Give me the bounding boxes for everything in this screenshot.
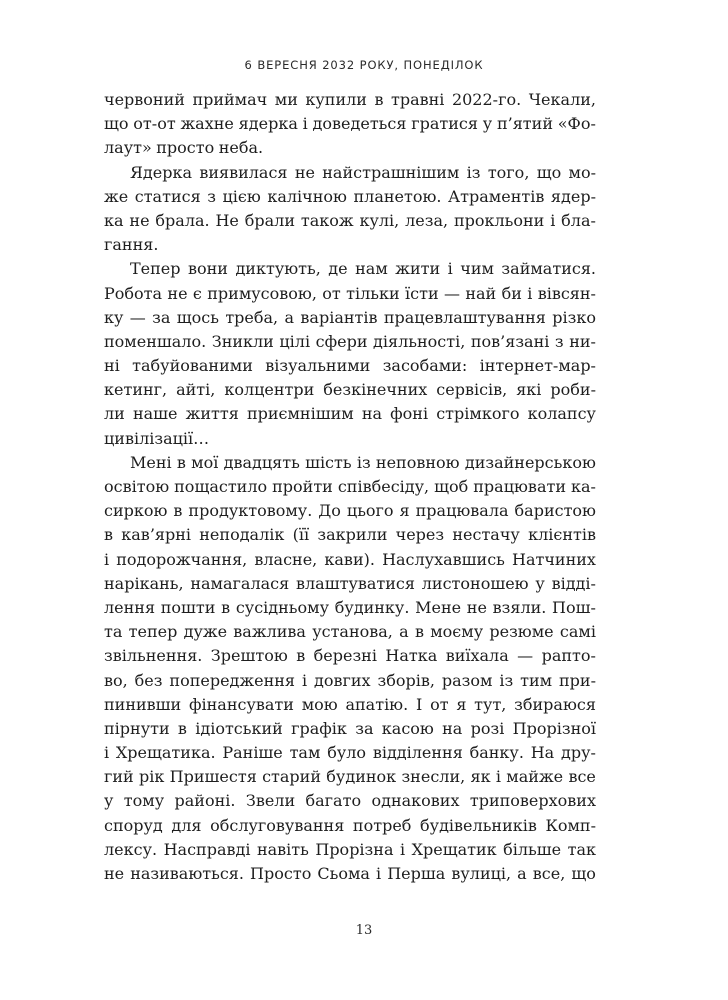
text-line: нарікань, намагалася влаштуватися листоношею у відді- bbox=[104, 573, 596, 593]
text-line: в кав’ярні неподалік (її закрили через нестачу клієнтів bbox=[104, 525, 596, 545]
text-line: поменшало. Зникли цілі сфери діяльності, пов’язані з ни- bbox=[104, 331, 596, 351]
text-line: звільнення. Зрештою в березні Натка виїхала — рапто- bbox=[104, 646, 596, 666]
body-text bbox=[104, 88, 596, 886]
text-line: ли наше життя приємнішим на фоні стрімкого колапсу bbox=[104, 404, 596, 424]
text-line: же статися з цією калічною планетою. Атраментів ядер- bbox=[104, 186, 596, 206]
text-line: у тому районі. Звели багато однакових триповерхових bbox=[104, 791, 596, 811]
running-head: 6 ВЕРЕСНЯ 2032 РОКУ, ПОНЕДІЛОК bbox=[244, 58, 484, 72]
text-line: кетинг, айті, колцентри безкінечних сервісів, які роби- bbox=[104, 380, 596, 400]
text-line: Ядерка виявилася не найстрашнішим із того, що мо- bbox=[130, 162, 596, 182]
text-line: Тепер вони диктують, де нам жити і чим займатися. bbox=[130, 259, 596, 279]
text-line: та тепер дуже важлива установа, а в моєму резюме самі bbox=[104, 622, 596, 642]
text-line: не називаються. Просто Сьома і Перша вулиці, а все, що bbox=[104, 864, 596, 883]
text-line: гання. bbox=[104, 235, 159, 255]
text-line: пинивши фінансувати мою апатію. І от я тут, збираюся bbox=[104, 694, 596, 714]
text-line: ні табуйованими візуальними засобами: інтернет-мар- bbox=[104, 356, 596, 376]
text-line: цивілізації… bbox=[104, 428, 210, 448]
text-line: освітою пощастило пройти співбесіду, щоб працювати ка- bbox=[104, 477, 596, 496]
text-line: і Хрещатика. Раніше там було відділення банку. На дру- bbox=[104, 743, 596, 763]
text-line: лаут» просто неба. bbox=[104, 138, 264, 158]
text-line: Робота не є примусовою, от тільки їсти — най би і вівсян- bbox=[104, 283, 596, 303]
text-line: гий рік Пришестя старий будинок знесли, як і майже все bbox=[104, 767, 596, 787]
text-line: і подорожчання, власне, кави). Наслухавшись Натчиних bbox=[104, 549, 596, 569]
text-line: лексу. Насправді навіть Прорізна і Хрещатик більше так bbox=[104, 839, 596, 859]
text-line: що от-от жахне ядерка і доведеться гратися у п’ятий «Фо- bbox=[104, 114, 596, 134]
page-number: 13 bbox=[355, 923, 373, 938]
text-line: пірнути в ідіотський графік за касою на розі Прорізної bbox=[104, 718, 596, 738]
text-line: ка не брала. Не брали також кулі, леза, прокльони і бла- bbox=[104, 210, 596, 230]
text-line: сиркою в продуктовому. До цього я працювала баристою bbox=[104, 501, 596, 521]
text-line: ку — за щось треба, а варіантів працевлаштування різко bbox=[104, 307, 596, 327]
text-line: во, без попередження і довгих зборів, разом із тим при- bbox=[104, 670, 596, 690]
text-line: червоний приймач ми купили в травні 2022-го. Чекали, bbox=[104, 90, 596, 109]
text-line: споруд для обслуговування потреб будівельників Комп- bbox=[104, 815, 596, 835]
text-line: Мені в мої двадцять шість із неповною дизайнерською bbox=[130, 452, 596, 472]
text-line: лення пошти в сусідньому будинку. Мене не взяли. Пош- bbox=[104, 597, 596, 617]
